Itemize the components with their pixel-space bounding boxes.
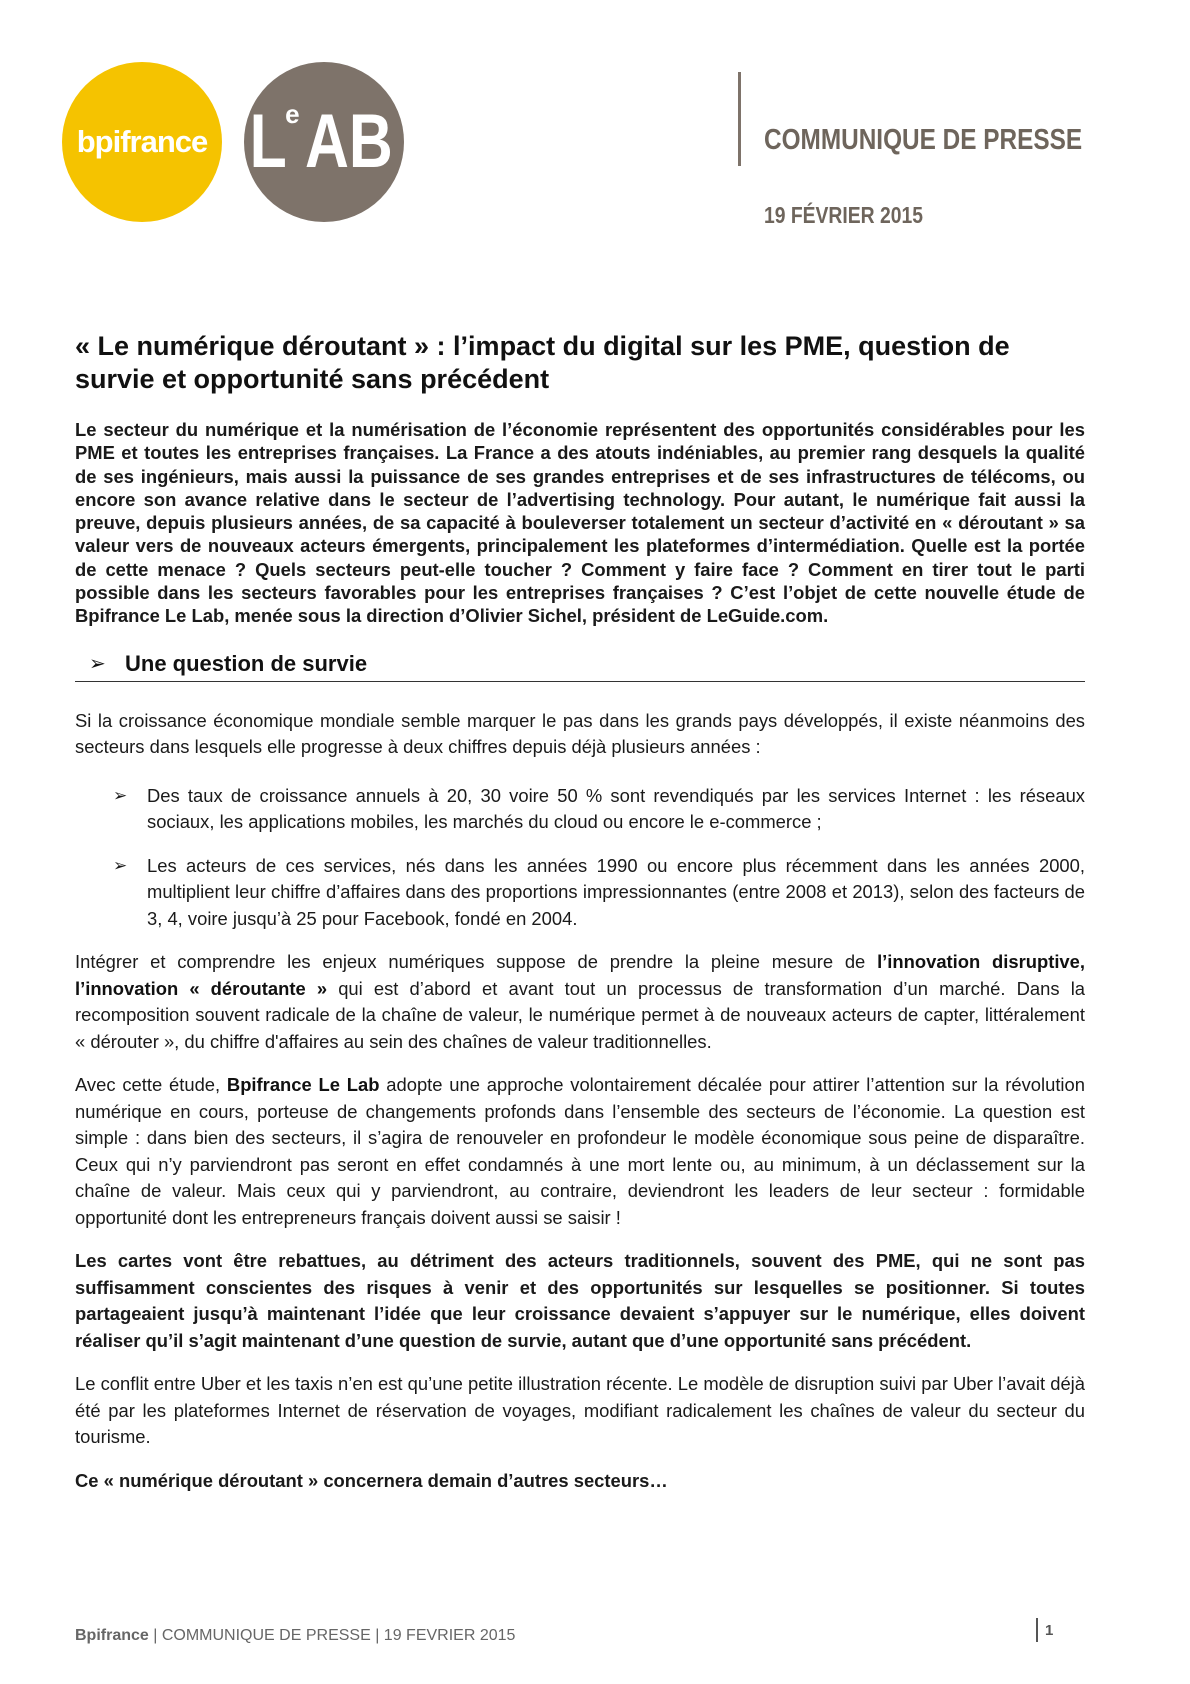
page-footer [75, 1627, 515, 1645]
paragraph-disruptive-innovation [75, 949, 1085, 1055]
text-run: adopte une approche volontairement décalée pour attirer l’attention sur la révolution numérique en cours, porteuse de changements profonds dans l’ensemble des secteurs de l’économie. La question est simple : dans bien des secteurs, il s’agira de renouveler en profondeur le modèle économique sous peine de disparaître. Ceux qui n’y parviendront pas seront en effet condamnés à une mort lente ou, au minimum, à un déclassement sur la chaîne de valeur. Mais ceux qui y parviendront, au contraire, deviendront les leaders de leur secteur : formidable opportunité dont les entrepreneurs français doivent aussi se saisir ! [75, 1074, 1085, 1228]
arrow-bullet-icon: ➢ [113, 785, 128, 805]
footer-brand: Bpifrance [75, 1627, 149, 1644]
le-lab-logo [244, 62, 404, 222]
list-item [75, 783, 1085, 836]
intro-paragraph: Le secteur du numérique et la numérisation de l’économie représentent des opportunités considérables pour les PME et toutes les entreprises françaises. La France a des atouts indéniables, au premier rang desquels la qualité de ses ingénieurs, mais aussi la puissance de ses grandes entreprises et de ses infrastructures de télécoms, ou encore son avance relative dans le secteur de l’advertising technology. Pour autant, le numérique fait aussi la preuve, depuis plusieurs années, de sa capacité à bouleverser totalement un secteur d’activité en « déroutant » sa valeur vers de nouveaux acteurs émergents, principalement les plateformes d’intermédiation. Quelle est la portée de cette menace ? Quels secteurs peut-elle toucher ? Comment y faire face ? Comment en tirer tout le parti possible dans les secteurs favorables pour les entreprises françaises ? C’est l’objet de cette nouvelle étude de Bpifrance Le Lab, menée sous la direction d’Olivier Sichel, président de LeGuide.com. [75, 419, 1085, 627]
section-heading-text: Une question de survie [125, 650, 368, 676]
arrow-bullet-icon: ➢ [113, 855, 128, 875]
press-release-label: COMMUNIQUE DE PRESSE [764, 124, 1083, 156]
footer-text: | COMMUNIQUE DE PRESSE | 19 FEVRIER 2015 [148, 1627, 516, 1644]
text-run: Avec cette étude, [75, 1074, 227, 1096]
le-lab-logo-e: e [285, 98, 300, 129]
bullet-text: Des taux de croissance annuels à 20, 30 voire 50 % sont revendiqués par les services Internet : les réseaux sociaux, les applications mobiles, les marchés du cloud ou encore le e-commerce ; [147, 784, 1085, 833]
bold-run: l’innovation disruptive, l’innovation « déroutante » [75, 951, 1086, 999]
bullet-text: Les acteurs de ces services, nés dans les années 1990 ou encore plus récemment dans les années 2000, multiplient leur chiffre d’affaires dans des proportions impressionnantes (entre 2008 et 2013), selon des facteurs de 3, 4, voire jusqu’à 25 pour Facebook, fondé en 2004. [147, 854, 1085, 929]
bpifrance-logo [62, 62, 222, 222]
header-divider [738, 72, 741, 166]
paragraph-growth: Si la croissance économique mondiale semble marquer le pas dans les grands pays développés, il existe néanmoins des secteurs dans lesquels elle progresse à deux chiffres depuis déjà plusieurs années : [75, 709, 1085, 758]
text-run: qui est d’abord et avant tout un processus de transformation d’un marché. Dans la recomposition souvent radicale de la chaîne de valeur, le numérique permet à de nouveaux acteurs de capter, littéralement « dérouter », du chiffre d'affaires au sein des chaînes de valeur traditionnelles. [75, 977, 1086, 1052]
paragraph-uber: Le conflit entre Uber et les taxis n’en est qu’une petite illustration récente. Le modèle de disruption suivi par Uber l’avait déjà été par les plateformes Internet de réservation de voyages, modifiant radicalement les chaînes de valeur du secteur du tourisme. [75, 1373, 1085, 1448]
text-run: Intégrer et comprendre les enjeux numériques suppose de prendre la pleine mesure de [75, 951, 878, 973]
paragraph-cards-reshuffled: Les cartes vont être rebattues, au détriment des acteurs traditionnels, souvent des PME, qui ne sont pas suffisamment conscientes des risques à venir et des opportunités sur lesquelles se positionner. Si toutes partageaient jusqu’à maintenant l’idée que leur croissance devaient s’appuyer sur le numérique, elles doivent réaliser qu’il s’agit maintenant d’une question de survie, autant que d’une opportunité sans précédent. [75, 1250, 1085, 1351]
paragraph-study [75, 1072, 1085, 1231]
article-body [75, 418, 1085, 1494]
paragraph-closing: Ce « numérique déroutant » concernera demain d’autres secteurs… [75, 1469, 668, 1491]
arrow-bullet-icon: ➢ [89, 653, 106, 676]
page-number: 1 [1045, 1622, 1054, 1639]
press-release-date: 19 FÉVRIER 2015 [764, 202, 923, 228]
article-title: « Le numérique déroutant » : l’impact du digital sur les PME, question de survie et opportunité sans précédent [75, 331, 1010, 394]
section-heading [75, 651, 1085, 682]
bullet-list [75, 783, 1085, 933]
bpifrance-logo-text: bpifrance [76, 124, 208, 159]
bold-run: Bpifrance Le Lab [226, 1074, 380, 1096]
le-lab-logo-ab: AB [304, 99, 393, 184]
list-item [75, 853, 1085, 933]
le-lab-logo-l: L [249, 99, 287, 184]
footer-divider [1036, 1618, 1038, 1642]
